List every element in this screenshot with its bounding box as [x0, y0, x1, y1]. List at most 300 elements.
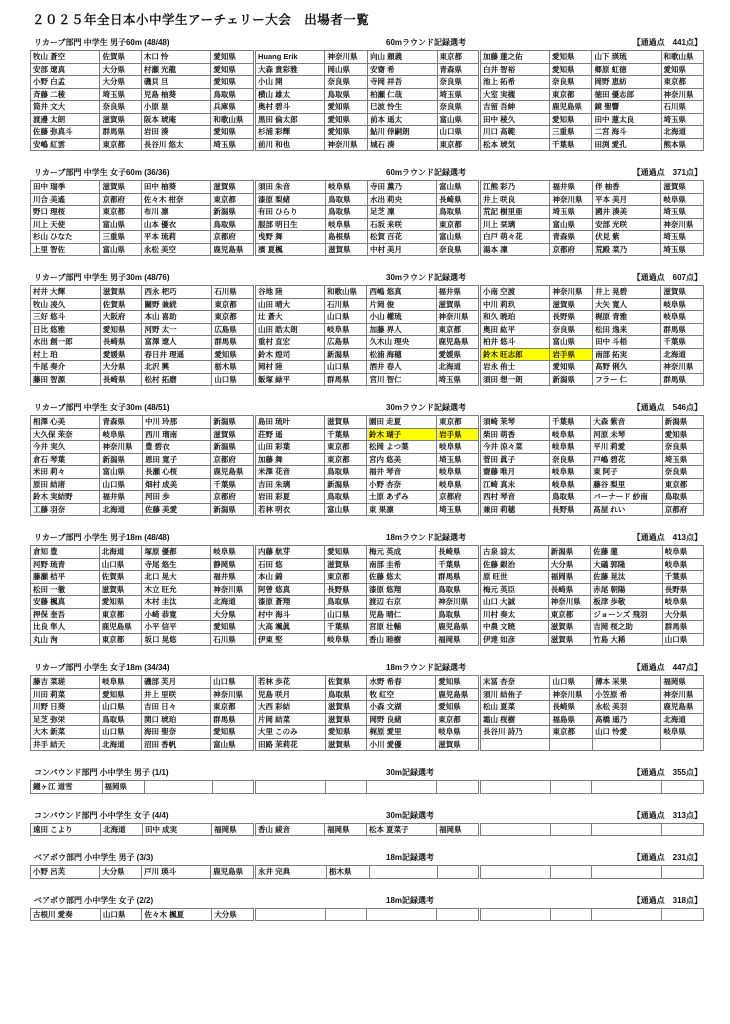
- table-row: [481, 571, 704, 584]
- participant-name-cell: 末冨 杏奈: [481, 676, 550, 689]
- prefecture-cell: 石川県: [325, 298, 367, 311]
- table-row: [31, 726, 254, 739]
- participant-name-cell: 鈴木 煌司: [256, 348, 325, 361]
- participant-name-cell: 加藤 蓮之佑: [481, 51, 550, 64]
- table-row: [256, 218, 479, 231]
- participant-name-cell: 川上 天使: [31, 218, 100, 231]
- participant-name-cell: 城石 湊: [368, 138, 437, 151]
- prefecture-cell: 鳥取県: [326, 193, 368, 206]
- section-method: 18m記録選考: [386, 895, 435, 905]
- prefecture-cell: 福岡県: [436, 633, 479, 646]
- table-row: [31, 688, 254, 701]
- table-row: [31, 781, 254, 794]
- table-row: [31, 181, 254, 194]
- participant-name-cell: 長谷川 悠太: [141, 138, 210, 151]
- participant-name-cell: 渡邊 太朗: [31, 113, 100, 126]
- table-row: [256, 466, 479, 479]
- roster-table: [480, 780, 704, 794]
- roster-table: [30, 865, 254, 879]
- participant-name-cell: 春日井 理遥: [142, 348, 212, 361]
- participant-name-cell: 柏井 悠斗: [481, 336, 550, 349]
- prefecture-cell: 滋賀県: [550, 298, 593, 311]
- table-row: [256, 491, 479, 504]
- participant-name-cell: 松本 夏菜子: [366, 823, 436, 836]
- prefecture-cell: 群馬県: [661, 373, 704, 386]
- prefecture-cell: 青森県: [550, 231, 593, 244]
- table-row: [481, 373, 704, 386]
- table-row: [481, 348, 704, 361]
- participant-name-cell: 松田 一徹: [31, 583, 100, 596]
- page-title: ２０２５年全日本小中学生アーチェリー大会 出場者一覧: [32, 13, 370, 27]
- participant-name-cell: 關野 兼続: [142, 298, 212, 311]
- table-row: [481, 478, 704, 491]
- prefecture-cell: 滋賀県: [661, 181, 704, 194]
- prefecture-cell: 岐阜県: [436, 726, 479, 739]
- prefecture-cell: 東京都: [325, 571, 367, 584]
- prefecture-cell: 石川県: [212, 286, 254, 299]
- participant-name-cell: [481, 908, 551, 921]
- participant-name-cell: 須田 想一朗: [481, 373, 550, 386]
- prefecture-cell: 群馬県: [325, 373, 367, 386]
- table-row: [481, 738, 704, 751]
- table-row: [481, 621, 704, 634]
- prefecture-cell: 岐阜県: [662, 558, 703, 571]
- prefecture-cell: 滋賀県: [325, 701, 367, 714]
- section-pass-score: 【通過点 546点】: [632, 403, 702, 412]
- participant-name-cell: 巳波 怜生: [368, 101, 437, 114]
- section-method: 60mラウンド記録選考: [386, 38, 467, 47]
- prefecture-cell: 東京都: [99, 633, 142, 646]
- prefecture-cell: 東京都: [211, 701, 254, 714]
- section-pass-score: 【通過点 607点】: [632, 273, 702, 282]
- prefecture-cell: 奈良県: [662, 466, 703, 479]
- prefecture-cell: 北海道: [101, 823, 143, 836]
- participant-name-cell: 小山 開: [256, 76, 325, 89]
- prefecture-cell: 岐阜県: [550, 428, 591, 441]
- participant-name-cell: 香山 睦樹: [366, 633, 435, 646]
- table-row: [481, 193, 704, 206]
- table-row: [256, 738, 479, 751]
- table-row: [256, 206, 479, 219]
- prefecture-cell: 鳥取県: [211, 88, 254, 101]
- table-row: [256, 633, 479, 646]
- participant-name-cell: 小笠原 希: [593, 688, 661, 701]
- prefecture-cell: 北海道: [661, 713, 704, 726]
- participant-name-cell: 須崎 茉琴: [481, 416, 550, 429]
- prefecture-cell: 鳥取県: [325, 688, 367, 701]
- participant-name-cell: 児島 咲月: [256, 688, 326, 701]
- participant-name-cell: 田中 稜久: [481, 113, 550, 126]
- prefecture-cell: 北海道: [100, 503, 143, 516]
- prefecture-cell: 福岡県: [548, 571, 590, 584]
- participant-name-cell: 鏡 聖響: [592, 101, 661, 114]
- prefecture-cell: 滋賀県: [211, 428, 254, 441]
- participant-name-cell: 永井 完典: [256, 866, 327, 879]
- participant-name-cell: 磯部 芙月: [141, 676, 210, 689]
- participant-name-cell: 塚原 優都: [142, 546, 211, 559]
- prefecture-cell: 福岡県: [325, 823, 367, 836]
- participant-name-cell: 宮川 智仁: [367, 373, 436, 386]
- participant-name-cell: 木立 旺允: [142, 583, 211, 596]
- section-pass-score: 【通過点 371点】: [632, 168, 702, 177]
- participant-name-cell: 富澤 遼人: [142, 336, 212, 349]
- prefecture-cell: 千葉県: [211, 478, 254, 491]
- participant-name-cell: 奥村 碧斗: [256, 101, 325, 114]
- participant-name-cell: 今井 涼々菜: [481, 441, 550, 454]
- prefecture-cell: 鳥取県: [662, 491, 703, 504]
- table-row: [481, 676, 704, 689]
- section-title: ベアボウ部門 小中学生 女子 (2/2): [34, 895, 154, 905]
- table-row: [256, 866, 479, 879]
- section-title: リカーブ部門 中学生 男子60m (48/48): [34, 38, 170, 47]
- section-method: 18m記録選考: [386, 853, 435, 862]
- section-title: リカーブ部門 中学生 女子60m (36/36): [34, 168, 170, 177]
- prefecture-cell: [550, 781, 592, 794]
- prefecture-cell: 鳥取県: [436, 583, 479, 596]
- table-row: [481, 323, 704, 336]
- prefecture-cell: 福井県: [211, 571, 254, 584]
- table-row: [481, 51, 704, 64]
- participant-name-cell: 田中 蓮太良: [592, 113, 661, 126]
- prefecture-cell: 東京都: [100, 206, 141, 219]
- table-row: [256, 348, 479, 361]
- prefecture-cell: 広島県: [212, 323, 254, 336]
- table-row: [256, 336, 479, 349]
- table-row: [31, 596, 254, 609]
- prefecture-cell: 京都府: [211, 491, 254, 504]
- prefecture-cell: 千葉県: [661, 336, 704, 349]
- participant-name-cell: 宮原 壮輔: [366, 621, 435, 634]
- prefecture-cell: 長野県: [550, 311, 593, 324]
- roster-table: [480, 545, 704, 646]
- prefecture-cell: 奈良県: [437, 243, 479, 256]
- participant-name-cell: [593, 738, 661, 751]
- participant-name-cell: 若林 歩花: [256, 676, 326, 689]
- prefecture-cell: 山口県: [99, 558, 142, 571]
- prefecture-cell: 滋賀県: [436, 298, 479, 311]
- prefecture-cell: 愛知県: [211, 63, 254, 76]
- prefecture-cell: 北海道: [661, 126, 704, 139]
- table-row: [31, 373, 254, 386]
- section-title: リカーブ部門 中学生 男子30m (48/76): [34, 273, 170, 282]
- prefecture-cell: 岐阜県: [550, 441, 591, 454]
- prefecture-cell: 東京都: [436, 323, 479, 336]
- participant-name-cell: 田中 瑞季: [31, 181, 100, 194]
- roster-section: [30, 852, 704, 879]
- table-row: [31, 621, 254, 634]
- prefecture-cell: [437, 908, 479, 921]
- table-row: [256, 113, 479, 126]
- participant-name-cell: 杉浦 彩輝: [256, 126, 325, 139]
- participant-name-cell: 川合 美遙: [31, 193, 100, 206]
- prefecture-cell: 埼玉県: [100, 88, 141, 101]
- roster-table: [255, 675, 479, 751]
- participant-name-cell: 児島 晴仁: [366, 608, 435, 621]
- participant-name-cell: 川野 日葵: [31, 701, 100, 714]
- prefecture-cell: 埼玉県: [662, 453, 703, 466]
- prefecture-cell: 福島県: [550, 713, 593, 726]
- participant-name-cell: 大里 このみ: [256, 726, 326, 739]
- table-row: [256, 688, 479, 701]
- participant-name-cell: 竹島 大稀: [591, 633, 662, 646]
- table-row: [481, 583, 704, 596]
- prefecture-cell: 鳥取県: [437, 206, 479, 219]
- prefecture-cell: 奈良県: [662, 441, 703, 454]
- prefecture-cell: 山口県: [325, 311, 367, 324]
- prefecture-cell: 福岡県: [661, 676, 704, 689]
- section-title: リカーブ部門 小学生 女子18m (34/34): [34, 663, 170, 672]
- prefecture-cell: 東京都: [662, 478, 703, 491]
- participant-name-cell: 村上 珀: [31, 348, 101, 361]
- prefecture-cell: 神奈川県: [661, 218, 704, 231]
- table-row: [481, 243, 704, 256]
- participant-name-cell: 柴田 萌香: [481, 428, 550, 441]
- participant-name-cell: 河原 未琴: [591, 428, 663, 441]
- participant-name-cell: 倉知 豊: [31, 546, 100, 559]
- prefecture-cell: 愛知県: [662, 428, 703, 441]
- participant-name-cell: 白戸 萌々花: [481, 231, 550, 244]
- prefecture-cell: 岐阜県: [325, 633, 367, 646]
- prefecture-cell: 和歌山県: [211, 113, 254, 126]
- prefecture-cell: 鹿児島県: [436, 621, 479, 634]
- participant-name-cell: 辻 蒼大: [256, 311, 325, 324]
- roster-section: [30, 810, 704, 837]
- participant-name-cell: [481, 866, 551, 879]
- participant-name-cell: 松本 琥気: [481, 138, 550, 151]
- participant-name-cell: 岡野 恵紡: [592, 76, 661, 89]
- prefecture-cell: 滋賀県: [548, 633, 590, 646]
- table-row: [256, 608, 479, 621]
- prefecture-cell: 青森県: [100, 416, 143, 429]
- participant-name-cell: 阪本 琥庵: [141, 113, 210, 126]
- prefecture-cell: 京都府: [211, 453, 254, 466]
- participant-name-cell: 薄本 采果: [593, 676, 661, 689]
- prefecture-cell: 静岡県: [211, 558, 254, 571]
- prefecture-cell: [325, 781, 367, 794]
- participant-name-cell: 大西 彩結: [256, 701, 326, 714]
- table-row: [481, 88, 704, 101]
- participant-name-cell: 山本 優衣: [141, 218, 210, 231]
- prefecture-cell: 新潟県: [550, 373, 593, 386]
- prefecture-cell: 埼玉県: [211, 138, 254, 151]
- table-row: [31, 546, 254, 559]
- participant-name-cell: 川田 莉菜: [31, 688, 100, 701]
- participant-name-cell: 若林 明衣: [256, 503, 325, 516]
- prefecture-cell: 鳥取県: [325, 88, 368, 101]
- participant-name-cell: 畑村 成美: [143, 478, 211, 491]
- prefecture-cell: 愛知県: [550, 113, 592, 126]
- section-header: [34, 852, 702, 863]
- prefecture-cell: 青森県: [437, 63, 478, 76]
- prefecture-cell: 埼玉県: [661, 113, 704, 126]
- participant-name-cell: 戸嶋 碧花: [591, 453, 663, 466]
- participant-name-cell: 児島 柚葵: [141, 88, 210, 101]
- participant-name-cell: 藤田 智源: [31, 373, 101, 386]
- participant-name-cell: 遠田 こより: [31, 823, 101, 836]
- participant-name-cell: 服部 明日生: [256, 218, 326, 231]
- table-row: [481, 546, 704, 559]
- participant-name-cell: 北沢 興: [142, 361, 212, 374]
- prefecture-cell: 岐阜県: [662, 596, 703, 609]
- participant-name-cell: 倉石 琴葉: [31, 453, 100, 466]
- table-row: [31, 441, 254, 454]
- prefecture-cell: 大分県: [100, 361, 142, 374]
- prefecture-cell: 山口県: [437, 126, 478, 139]
- section-title: リカーブ部門 小学生 男子18m (48/48): [34, 533, 170, 542]
- participant-name-cell: 水野 希春: [367, 676, 436, 689]
- participant-name-cell: 片岡 俊: [367, 298, 436, 311]
- participant-name-cell: 片岡 結菜: [256, 713, 326, 726]
- participant-name-cell: 押保 奎吾: [31, 608, 100, 621]
- prefecture-cell: 東京都: [325, 453, 367, 466]
- participant-name-cell: 海田 聖奈: [141, 726, 210, 739]
- participant-name-cell: 田渕 愛孔: [592, 138, 661, 151]
- prefecture-cell: 群馬県: [212, 336, 254, 349]
- participant-name-cell: 西永 杷巧: [142, 286, 212, 299]
- table-row: [256, 286, 479, 299]
- table-row: [31, 503, 254, 516]
- prefecture-cell: 東京都: [550, 88, 592, 101]
- prefecture-cell: 山口県: [211, 676, 254, 689]
- prefecture-cell: [438, 866, 479, 879]
- participant-name-cell: 二宮 海斗: [592, 126, 661, 139]
- participant-name-cell: 漆原 梨緒: [256, 193, 326, 206]
- participant-name-cell: 西嶋 悠真: [367, 286, 436, 299]
- prefecture-cell: 愛知県: [211, 126, 254, 139]
- table-row: [481, 596, 704, 609]
- prefecture-cell: 富山県: [437, 181, 479, 194]
- prefecture-cell: 神奈川県: [550, 688, 593, 701]
- section-header: [34, 767, 702, 778]
- prefecture-cell: 岐阜県: [326, 218, 368, 231]
- roster-table: [255, 865, 479, 879]
- table-row: [256, 676, 479, 689]
- table-row: [256, 231, 479, 244]
- participant-name-cell: 伊達 如彦: [481, 633, 549, 646]
- table-row: [256, 361, 479, 374]
- participant-name-cell: 佐藤 美愛: [143, 503, 211, 516]
- participant-name-cell: Huang Erik: [256, 51, 325, 64]
- participant-name-cell: 漆原 蒼翔: [256, 596, 325, 609]
- section-header: [34, 167, 702, 178]
- prefecture-cell: 佐賀県: [99, 571, 142, 584]
- prefecture-cell: 大分県: [662, 608, 703, 621]
- participant-name-cell: 梶原 愛里: [367, 726, 436, 739]
- participant-name-cell: 荘野 遥: [256, 428, 325, 441]
- participant-name-cell: 山田 晴大: [256, 298, 325, 311]
- prefecture-cell: 埼玉県: [437, 88, 478, 101]
- section-title: コンパウンド部門 小中学生 女子 (4/4): [34, 810, 169, 820]
- prefecture-cell: 愛知県: [211, 726, 254, 739]
- participant-name-cell: 板津 歩敬: [591, 596, 662, 609]
- section-method: 30m記録選考: [386, 810, 435, 820]
- table-row: [256, 823, 479, 836]
- roster-table-group: [30, 50, 704, 151]
- table-row: [31, 713, 254, 726]
- participant-name-cell: 大高 颯眞: [256, 621, 325, 634]
- prefecture-cell: 鳥取県: [325, 466, 367, 479]
- table-row: [31, 478, 254, 491]
- participant-name-cell: 井上 晃碧: [593, 286, 661, 299]
- prefecture-cell: 佐賀県: [325, 676, 367, 689]
- prefecture-cell: 愛知県: [99, 596, 142, 609]
- participant-name-cell: 須川 結侑子: [481, 688, 550, 701]
- prefecture-cell: 岩手県: [550, 348, 593, 361]
- participant-name-cell: 内藤 航芽: [256, 546, 325, 559]
- table-row: [481, 218, 704, 231]
- section-method: 60mラウンド記録選考: [386, 168, 467, 177]
- prefecture-cell: 新潟県: [211, 503, 254, 516]
- section-header: [34, 895, 702, 906]
- section-method: 18mラウンド記録選考: [386, 533, 467, 542]
- prefecture-cell: 東京都: [212, 298, 254, 311]
- prefecture-cell: [662, 908, 704, 921]
- participant-name-cell: 野口 理桜: [31, 206, 100, 219]
- prefecture-cell: 福井県: [550, 181, 593, 194]
- prefecture-cell: 大分県: [548, 558, 590, 571]
- prefecture-cell: 山口県: [325, 608, 367, 621]
- prefecture-cell: 富山県: [437, 231, 479, 244]
- prefecture-cell: 滋賀県: [325, 558, 367, 571]
- table-row: [31, 416, 254, 429]
- participant-name-cell: 岩田 彩夏: [256, 491, 325, 504]
- participant-name-cell: 佐々木 楓夏: [142, 908, 212, 921]
- roster-section: [30, 895, 704, 922]
- participant-name-cell: ジョーンズ 飛羽: [591, 608, 662, 621]
- participant-name-cell: 三好 悠斗: [31, 311, 101, 324]
- table-row: [481, 781, 704, 794]
- prefecture-cell: 埼玉県: [661, 206, 704, 219]
- participant-name-cell: 鈴木 瑚子: [366, 428, 436, 441]
- participant-name-cell: 小原 塁: [141, 101, 210, 114]
- table-row: [256, 428, 479, 441]
- participant-name-cell: 丸山 洵: [31, 633, 100, 646]
- section-title: コンパウンド部門 小中学生 男子 (1/1): [34, 768, 169, 777]
- participant-name-cell: 松賀 百花: [367, 231, 436, 244]
- section-header: [34, 272, 702, 283]
- prefecture-cell: 長崎県: [548, 583, 590, 596]
- roster-table: [480, 415, 704, 516]
- table-row: [481, 688, 704, 701]
- prefecture-cell: 東京都: [325, 441, 367, 454]
- prefecture-cell: 富山県: [100, 243, 141, 256]
- participant-name-cell: 渡辺 右京: [366, 596, 435, 609]
- table-row: [481, 558, 704, 571]
- participant-name-cell: 國井 湊美: [593, 206, 661, 219]
- roster-section: [30, 532, 704, 646]
- prefecture-cell: 岐阜県: [100, 676, 142, 689]
- table-row: [31, 336, 254, 349]
- prefecture-cell: 愛知県: [211, 51, 254, 64]
- prefecture-cell: 石川県: [661, 101, 704, 114]
- prefecture-cell: 京都府: [662, 503, 703, 516]
- table-row: [481, 503, 704, 516]
- table-row: [31, 243, 254, 256]
- table-row: [31, 466, 254, 479]
- participant-name-cell: 加藤 舞: [256, 453, 325, 466]
- roster-table-group: [30, 675, 704, 751]
- participant-name-cell: 山口 大誠: [481, 596, 549, 609]
- participant-name-cell: 牧山 蒼空: [31, 51, 100, 64]
- table-row: [481, 286, 704, 299]
- prefecture-cell: [550, 823, 592, 836]
- participant-name-cell: 東 果凛: [366, 503, 436, 516]
- table-row: [31, 558, 254, 571]
- participant-name-cell: 牧山 凌久: [31, 298, 101, 311]
- participant-name-cell: 鐘ヶ江 道雪: [31, 781, 103, 794]
- table-row: [31, 88, 254, 101]
- prefecture-cell: 福岡県: [102, 781, 145, 794]
